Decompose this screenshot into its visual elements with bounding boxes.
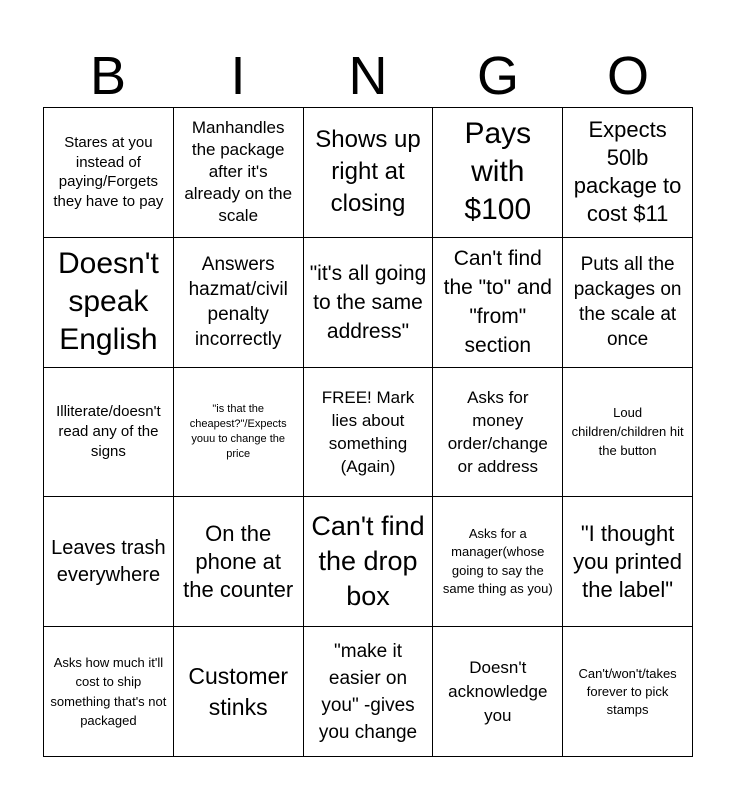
bingo-cell[interactable] [563,238,693,368]
bingo-cell[interactable] [174,108,304,238]
bingo-cell[interactable] [563,108,693,238]
cell-text: "it's all going to the same address" [309,261,427,343]
header-letter-n: N [348,46,388,106]
cell-text: Doesn't acknowledge you [448,657,548,725]
cell-text: Asks for a manager(whose going to say the same thing as you) [442,525,553,597]
cell-text: Asks for money order/change or address [447,387,548,476]
bingo-cell[interactable] [433,627,563,757]
cell-text: FREE! Mark lies about something (Again) [321,387,415,476]
bingo-cell[interactable] [174,627,304,757]
bingo-cell[interactable] [563,368,693,498]
bingo-cell[interactable] [44,497,174,627]
bingo-board [43,107,693,757]
cell-text: Can't find the "to" and "from" section [443,247,552,358]
cell-text: Can't find the drop box [311,511,425,612]
bingo-cell[interactable] [44,627,174,757]
bingo-cell[interactable] [433,108,563,238]
bingo-header [43,46,693,106]
bingo-cell[interactable] [174,497,304,627]
cell-text: Shows up right at closing [315,126,421,218]
header-letter-o: O [606,46,649,106]
bingo-cell[interactable] [304,238,434,368]
bingo-cell[interactable] [44,238,174,368]
header-letter-i: I [230,46,246,106]
bingo-cell[interactable] [174,368,304,498]
cell-text: Manhandles the package after it's already on the scale [184,118,293,226]
bingo-cell[interactable] [304,108,434,238]
cell-text: Asks how much it'll cost to ship something that's not packaged [50,654,167,729]
cell-text: Puts all the packages on the scale at once [573,254,682,351]
cell-text: On the phone at the counter [183,520,294,602]
bingo-cell[interactable] [44,368,174,498]
bingo-cell[interactable] [433,238,563,368]
bingo-cell[interactable] [44,108,174,238]
cell-text: Doesn't speak English [58,247,159,357]
bingo-cell[interactable] [563,497,693,627]
cell-text: Loud children/children hit the button [571,405,684,459]
cell-text: "make it easier on you" -gives you change [318,640,418,743]
bingo-cell[interactable] [174,238,304,368]
bingo-cell[interactable] [304,627,434,757]
cell-text: Illiterate/doesn't read any of the signs [56,402,161,460]
cell-text: "I thought you printed the label" [573,520,683,602]
cell-text: Customer stinks [188,662,289,720]
cell-text: Stares at you instead of paying/Forgets they have to pay [53,134,164,210]
bingo-cell[interactable] [304,497,434,627]
cell-text: Answers hazmat/civil penalty incorrectly [188,254,288,351]
header-letter-b: B [89,46,127,106]
bingo-cell[interactable] [304,368,434,498]
bingo-cell[interactable] [563,627,693,757]
cell-text: "is that the cheapest?"/Expects youu to change the price [189,402,287,460]
bingo-cell[interactable] [433,368,563,498]
cell-text: Pays with $100 [464,117,532,227]
cell-text: Leaves trash everywhere [51,536,166,586]
cell-text: Expects 50lb package to cost $11 [573,117,682,227]
header-letter-g: G [476,46,519,106]
cell-text: Can't/won't/takes forever to pick stamps [578,665,677,717]
bingo-cell[interactable] [433,497,563,627]
